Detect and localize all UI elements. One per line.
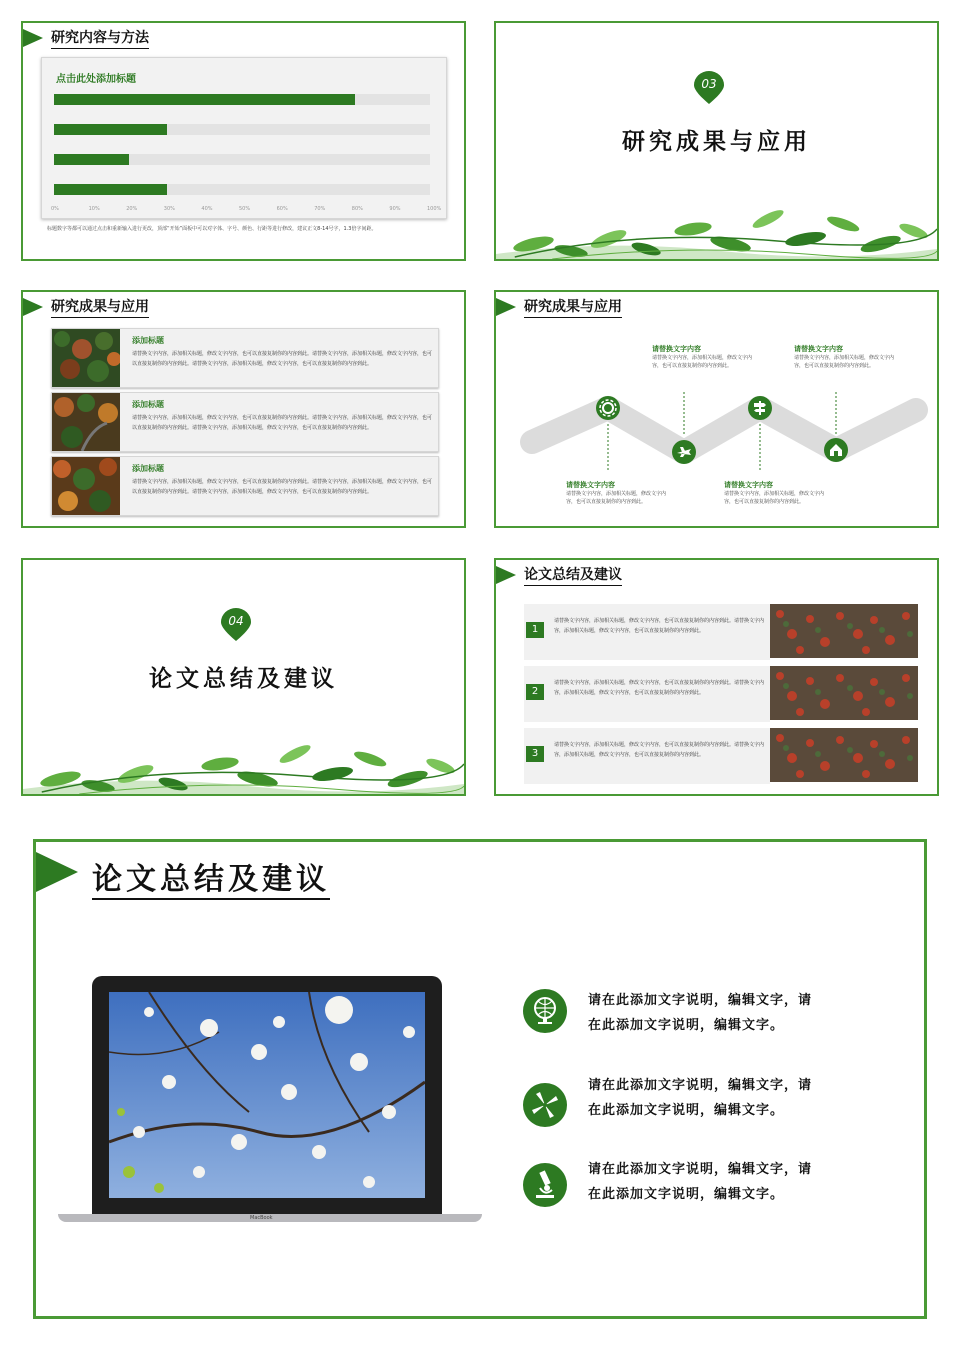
item-text: 请替换文字内容，添加相关标题，修改文字内容，也可以直接复制你的内容到此。请替换文字内容，添加相关标题，修改文字内容，也可以直接复制你的内容到此。请替换文字内容，添加相关标题，修改文字内容，也可以直接复制你的内容到此。 [132,415,433,431]
section-title: 论文总结及建议 [149,666,338,692]
slide-section-03 [494,21,939,261]
tick-label: 10% [88,206,100,212]
label-text: 请替换文字内容，添加相关标题，修改文字内容，也可以直接复制你的内容到此。 [652,355,753,369]
tick-label: 80% [351,206,363,212]
section-title: 研究成果与应用 [622,129,811,155]
slide-research-methods [21,21,466,261]
item-line: 在此添加文字说明，编辑文字。 [588,1187,785,1202]
label-heading: 请替换文字内容 [724,481,773,489]
bar-track [54,154,430,165]
list-item [524,666,770,722]
slide-summary-rows [494,558,939,796]
bar [54,184,167,195]
bar-track [54,184,430,195]
section-number: 03 [701,77,717,91]
windmill-icon [522,1082,568,1128]
item-text: 请替换文字内容，添加相关标题，修改文字内容，也可以直接复制你的内容到此。请替换文字内容，添加相关标题，修改文字内容，也可以直接复制你的内容到此。 [554,742,765,758]
label-text: 请替换文字内容，添加相关标题，修改文字内容，也可以直接复制你的内容到此。 [794,355,895,369]
item-text [588,988,858,1038]
forest-photo [52,393,120,451]
item-text: 请替换文字内容，添加相关标题，修改文字内容，也可以直接复制你的内容到此。请替换文字内容，添加相关标题，修改文字内容，也可以直接复制你的内容到此。 [554,680,765,696]
label-heading: 请替换文字内容 [566,481,615,489]
item-text [588,1157,858,1207]
bar-track [54,124,430,135]
list-item [524,604,770,660]
label-text: 请替换文字内容，添加相关标题，修改文字内容，也可以直接复制你的内容到此。 [724,491,825,505]
forest-photo [52,457,120,515]
slide-title: 论文总结及建议 [524,564,622,586]
item-text [588,1073,858,1123]
tick-label: 30% [163,206,175,212]
gear-icon [596,396,620,420]
item-line: 请在此添加文字说明，编辑文字，请 [588,993,813,1008]
label-heading: 请替换文字内容 [652,345,701,353]
item-number: 1 [526,622,544,638]
bar [54,94,355,105]
slide-results-list [21,290,466,528]
tick-label: 70% [314,206,326,212]
label-text: 请替换文字内容，添加相关标题，修改文字内容，也可以直接复制你的内容到此。 [566,491,667,505]
leaf-decoration [496,199,937,259]
slide-title: 研究内容与方法 [51,27,149,49]
item-text: 请替换文字内容，添加相关标题，修改文字内容，也可以直接复制你的内容到此。请替换文字内容，添加相关标题，修改文字内容，也可以直接复制你的内容到此。请替换文字内容，添加相关标题，修改文字内容，也可以直接复制你的内容到此。 [132,351,433,367]
item-line: 在此添加文字说明，编辑文字。 [588,1018,785,1033]
slide-title: 研究成果与应用 [51,296,149,318]
list-item [51,328,439,388]
list-item [51,392,439,452]
zigzag-path [496,292,939,528]
microscope-icon [522,1162,568,1208]
title-triangle [23,29,43,47]
section-number: 04 [228,614,244,628]
globe-icon [522,988,568,1034]
berry-photo [770,728,918,782]
slide-title: 研究成果与应用 [524,296,622,318]
berry-photo [770,604,918,658]
tick-label: 90% [389,206,401,212]
item-heading: 添加标题 [132,336,164,345]
slide-results-zigzag [494,290,939,528]
slide-title: 论文总结及建议 [92,854,330,900]
title-triangle [36,852,78,892]
forest-photo [52,329,120,387]
bar [54,124,167,135]
title-triangle [496,566,516,584]
item-text: 请替换文字内容，添加相关标题，修改文字内容，也可以直接复制你的内容到此。请替换文字内容，添加相关标题，修改文字内容，也可以直接复制你的内容到此。 [554,618,765,634]
slide-summary-large [33,839,927,1319]
tick-label: 0% [51,206,59,212]
slide-section-04 [21,558,466,796]
bar [54,154,129,165]
tick-label: 20% [126,206,138,212]
blossom-photo [109,992,425,1198]
item-heading: 添加标题 [132,464,164,473]
laptop-brand: MacBook [250,1215,273,1221]
item-text: 请替换文字内容，添加相关标题，修改文字内容，也可以直接复制你的内容到此。请替换文字内容，添加相关标题，修改文字内容，也可以直接复制你的内容到此。请替换文字内容，添加相关标题，修改文字内容，也可以直接复制你的内容到此。 [132,479,433,495]
chart-title: 点击此处添加标题 [56,74,136,85]
tick-label: 50% [239,206,251,212]
item-heading: 添加标题 [132,400,164,409]
leaf-decoration [23,734,464,794]
laptop [92,976,442,1214]
signpost-icon [748,396,772,420]
item-line: 在此添加文字说明，编辑文字。 [588,1103,785,1118]
house-icon [824,438,848,462]
list-item [524,728,770,784]
item-number: 3 [526,746,544,762]
tick-label: 60% [276,206,288,212]
berry-photo [770,666,918,720]
item-line: 请在此添加文字说明，编辑文字，请 [588,1162,813,1177]
list-item [51,456,439,516]
tick-label: 40% [201,206,213,212]
chart-panel [41,57,447,219]
item-number: 2 [526,684,544,700]
label-heading: 请替换文字内容 [794,345,843,353]
chart-caption: 标题数字等都可以通过点击和重新输入进行更改，顶部“开始”面板中可以对字体、字号、颜色、行距等进行修改，建议正文8-14号字，1.3倍字间距。 [47,226,377,232]
tick-label: 100% [427,206,442,212]
item-line: 请在此添加文字说明，编辑文字，请 [588,1078,813,1093]
title-triangle [23,298,43,316]
bar-track [54,94,430,105]
airplane-icon [672,440,696,464]
